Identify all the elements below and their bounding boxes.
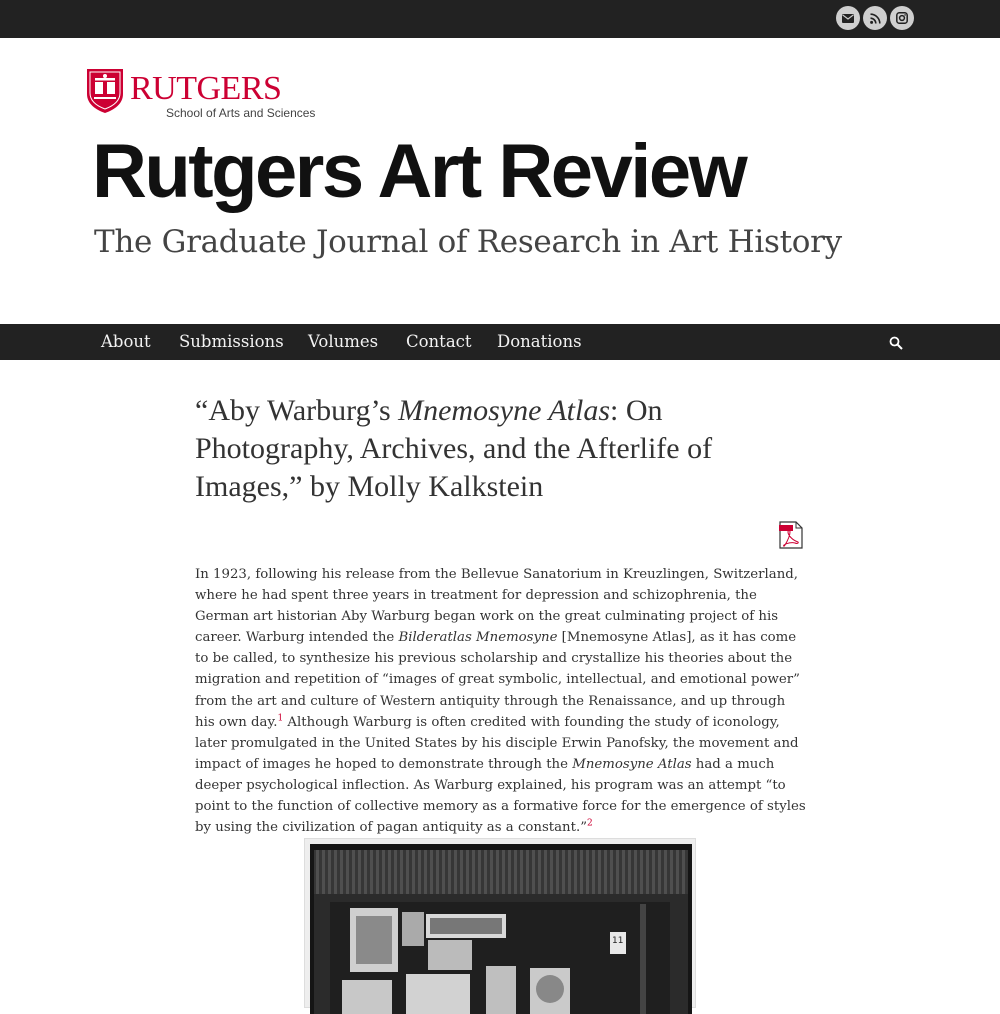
article-paragraph: In 1923, following his release from the Bellevue Sanatorium in Kreuzlingen, Switzerland, where he had spent three years in treatment for depression and schizophrenia, the German art historian Aby Warburg began work on the great culminating project of his career. Warburg intended the Bilderatlas Mnemosyne [Mnemosyne Atlas], as it has come to be called, to synthesize his previous scholarship and crystallize his theories about the migration and repetition of “images of great symbolic, intellectual, and emotional power” from the art and culture of Western antiquity through the Renaissance, and up through his own day.$^1$ Although Warburg is often credited with founding the study of iconology, later promulgated in the United States by his disciple Erwin Panofsky, the movement and impact of images he hoped to demonstrate through the Mnemosyne Atlas had a much deeper psychological inflection. As Warburg explained, his program was an attempt “to point to the function of collective memory as a formative force for the emergence of styles by using the civilization of pagan antiquity as a constant.”$^2$ [195,567,806,836]
rutgers-logo[interactable] [86,68,326,120]
site-tagline: The Graduate Journal of Research in Art History [94,224,842,260]
footnote-1-link[interactable]: 1 [277,713,284,724]
nav-item-submissions[interactable]: Submissions [179,332,284,351]
rss-icon[interactable] [863,6,887,30]
instagram-icon[interactable] [890,6,914,30]
top-bar [0,0,1000,38]
article-title-atlas: Mnemosyne Atlas [398,394,611,427]
photo-drawing [310,844,692,1014]
nav-item-donations[interactable]: Donations [497,332,582,351]
pdf-icon[interactable] [779,521,803,549]
nav-item-contact[interactable]: Contact [406,332,472,351]
logo-subtitle: School of Arts and Sciences [166,106,316,120]
logo-wordmark: RUTGERS [130,70,282,107]
atlas-panel-photo[interactable] [310,844,692,1014]
email-icon[interactable] [836,6,860,30]
footnote-2-link[interactable]: 2 [587,818,593,829]
nav-item-volumes[interactable]: Volumes [308,332,379,351]
site-title[interactable]: Rutgers Art Review [92,129,746,214]
article-figure [304,838,696,1008]
mnemosyne-atlas-title: Mnemosyne Atlas [572,756,692,772]
article-title: “Aby Warburg’s Mnemosyne Atlas: On Photography, Archives, and the Afterlife of Images,” by Molly Kalkstein [195,394,713,503]
rutgers-shield-icon [86,68,124,114]
nav-item-about[interactable]: About [101,332,151,351]
panel-number-label: 11 [612,936,624,946]
main-navigation [0,324,1000,360]
search-icon[interactable] [889,336,903,350]
bilderatlas-title: Bilderatlas Mnemosyne [398,630,558,646]
